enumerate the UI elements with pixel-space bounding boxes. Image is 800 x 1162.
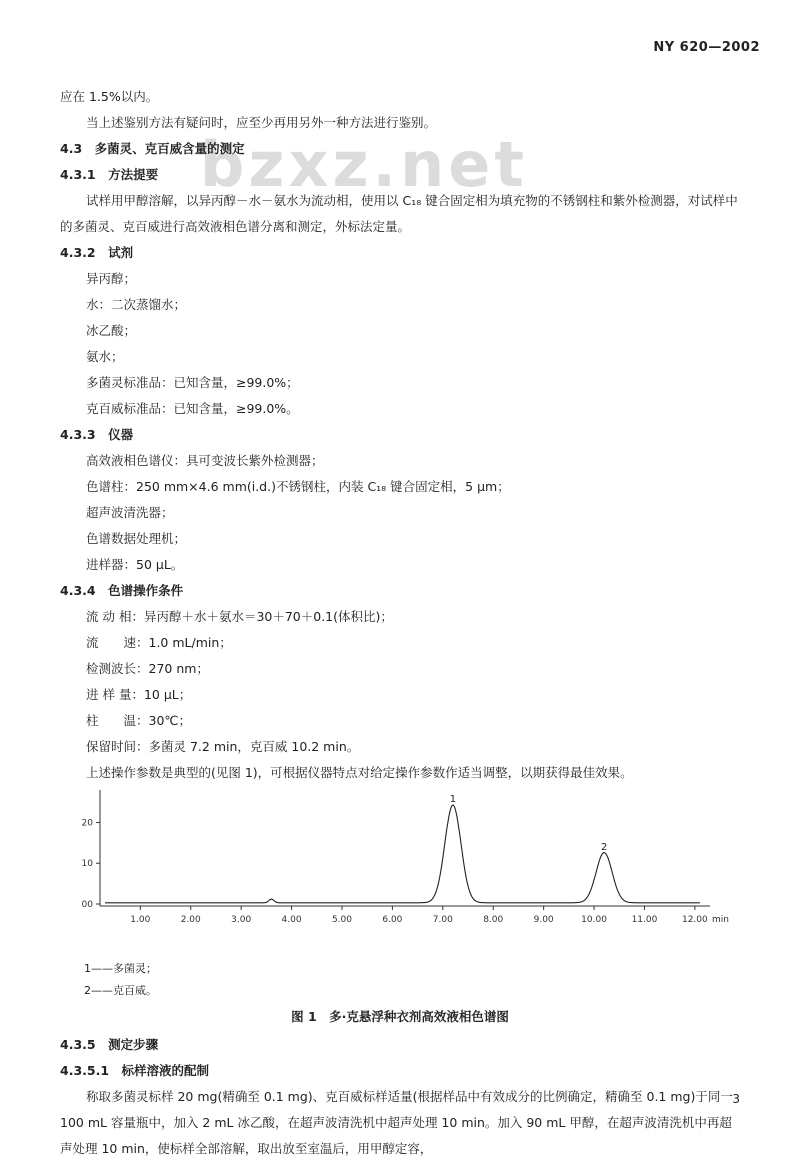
text-line: 上述操作参数是典型的(见图 1)，可根据仪器特点对给定操作参数作适当调整，以期获得最佳效果。 <box>86 765 633 780</box>
text-line: 检测波长：270 nm； <box>86 661 209 676</box>
x-tick-label: 1.00 <box>130 915 151 925</box>
x-tick-label: 4.00 <box>281 915 302 925</box>
text-line: 进样器：50 μL。 <box>86 557 184 572</box>
x-tick-label: 3.00 <box>231 915 252 925</box>
chromatogram-chart <box>60 786 740 958</box>
text-line: 色谱数据处理机； <box>86 531 187 546</box>
y-tick-label: 20 <box>81 818 93 829</box>
section-heading: 4.3.3 仪器 <box>60 427 134 442</box>
text-line: 试样用甲醇溶解，以异丙醇－水－氨水为流动相，使用以 C₁₈ 键合固定相为填充物的不锈钢柱和紫外检测器，对试样中的多菌灵、克百威进行高效液相色谱分离和测定，外标法定量。 <box>60 193 738 234</box>
text-line: 克百威标准品：已知含量，≥99.0%。 <box>86 401 299 416</box>
legend-item: 2——克百威。 <box>84 984 157 997</box>
section-heading: 4.3 多菌灵、克百威含量的测定 <box>60 141 245 156</box>
peak-label: 1 <box>449 794 457 806</box>
x-tick-label: 10.00 <box>581 915 607 925</box>
x-unit-label: min <box>712 915 729 925</box>
x-tick-label: 11.00 <box>631 915 658 925</box>
page-body <box>60 84 740 1162</box>
text-line: 冰乙酸； <box>86 323 137 338</box>
text-line: 当上述鉴别方法有疑问时，应至少再用另外一种方法进行鉴别。 <box>86 115 437 130</box>
x-tick-label: 7.00 <box>432 915 453 925</box>
peak-label: 2 <box>600 841 608 853</box>
text-line: 柱 温：30℃； <box>86 713 191 728</box>
text-line: 多菌灵标准品：已知含量，≥99.0%； <box>86 375 299 390</box>
y-tick-label: 10 <box>81 859 93 870</box>
text-line: 应在 1.5%以内。 <box>60 89 159 104</box>
section-heading: 4.3.2 试剂 <box>60 245 134 260</box>
x-tick-label: 8.00 <box>483 915 504 925</box>
x-tick-label: 12.00 <box>681 915 708 925</box>
x-tick-label: 2.00 <box>180 915 201 925</box>
text-line: 称取多菌灵标样 20 mg(精确至 0.1 mg)、克百威标样适量(根据样品中有效成分的比例确定，精确至 0.1 mg)于同一 100 mL 容量瓶中，加入 2 mL 冰乙酸，在超声波清洗机中超声处理 10 min。加入 90 mL 甲醇，在超声波清洗机中再超声处理 10 min，使标样全部溶解，取出放至室温后，用甲醇定容， <box>60 1089 733 1156</box>
text-line: 氨水； <box>86 349 124 364</box>
text-section-bottom <box>60 1032 740 1162</box>
watermark: bzxz.net <box>200 128 528 201</box>
page-number: 3 <box>732 1092 740 1106</box>
section-heading: 4.3.5 测定步骤 <box>60 1037 159 1052</box>
x-tick-label: 6.00 <box>382 915 403 925</box>
document-id: NY 620—2002 <box>653 40 760 55</box>
section-heading: 4.3.1 方法提要 <box>60 167 159 182</box>
text-line: 流 速：1.0 mL/min； <box>86 635 232 650</box>
chromatogram-figure <box>60 786 740 958</box>
text-line: 超声波清洗器； <box>86 505 174 520</box>
section-heading: 4.3.5.1 标样溶液的配制 <box>60 1063 210 1078</box>
figure-caption: 图 1 多·克悬浮种衣剂高效液相色谱图 <box>291 1009 509 1024</box>
text-line: 色谱柱：250 mm×4.6 mm(i.d.)不锈钢柱，内装 C₁₈ 键合固定相，5 μm； <box>86 479 510 494</box>
legend-item: 1——多菌灵； <box>84 962 157 975</box>
x-tick-label: 5.00 <box>331 915 353 925</box>
text-line: 高效液相色谱仪：具可变波长紫外检测器； <box>86 453 324 468</box>
x-tick-label: 9.00 <box>533 915 554 925</box>
section-heading: 4.3.4 色谱操作条件 <box>60 583 184 598</box>
text-line: 流 动 相：异丙醇＋水＋氨水＝30＋70＋0.1(体积比)； <box>86 609 393 624</box>
text-section-top <box>60 84 740 786</box>
text-line: 水：二次蒸馏水； <box>86 297 187 312</box>
text-line: 异丙醇； <box>86 271 137 286</box>
text-line: 保留时间：多菌灵 7.2 min，克百威 10.2 min。 <box>86 739 360 754</box>
chromatogram-trace <box>105 805 700 903</box>
y-tick-label: 00 <box>81 900 93 910</box>
text-line: 进 样 量：10 μL； <box>86 687 192 702</box>
